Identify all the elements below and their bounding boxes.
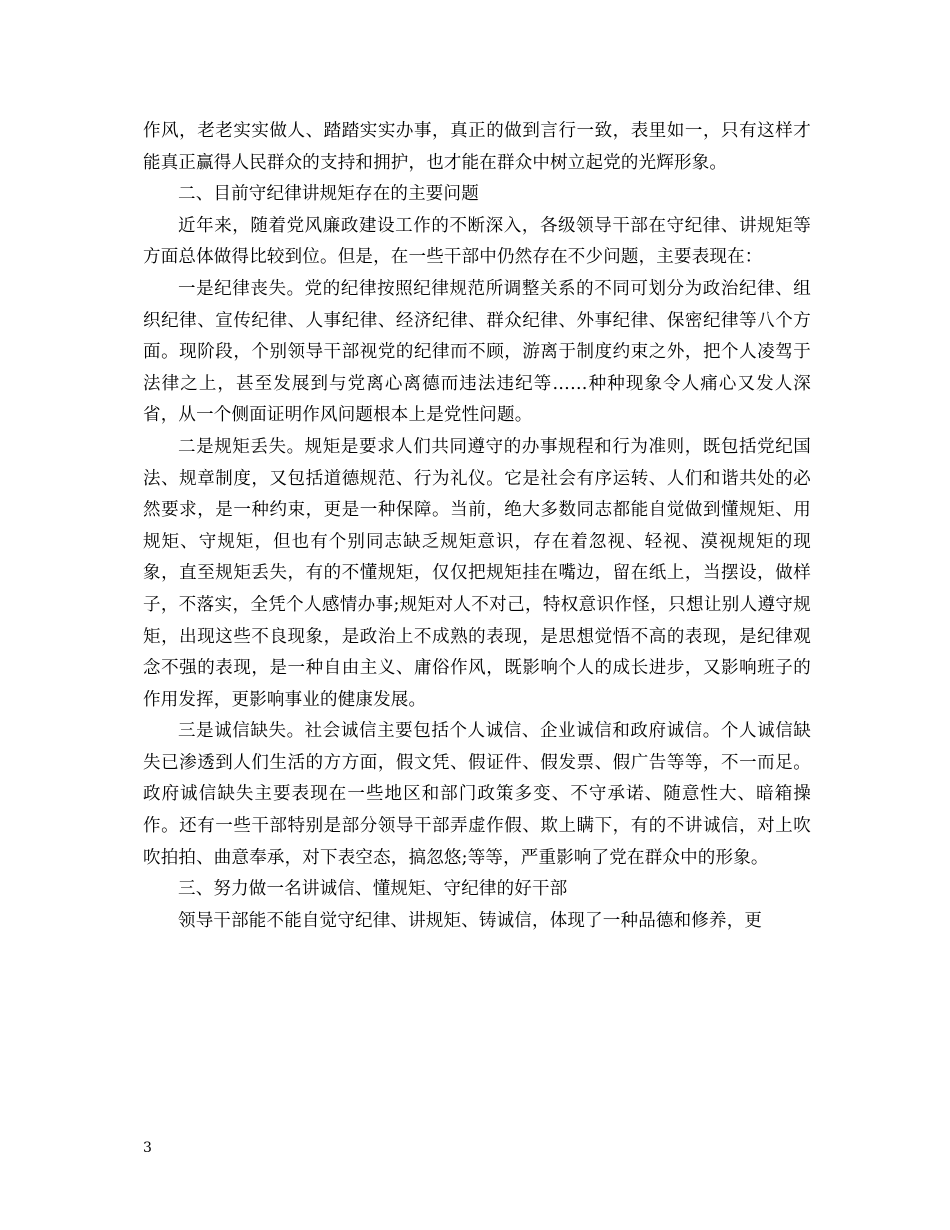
page-number: 3 [143,1140,152,1156]
paragraph-leaders: 领导干部能不能自觉守纪律、讲规矩、铸诚信，体现了一种品德和修养，更 [178,910,763,931]
paragraph-discipline-loss: 一是纪律丧失。党的纪律按照纪律规范所调整关系的不同可划分为政治纪律、组织纪律、宣传纪律、人事纪律、经济纪律、群众纪律、外事纪律、保密纪律等八个方面。现阶段，个别领导干部视党的纪律而不顾，游离于制度约束之外，把个人凌驾于法律之上，甚至发展到与党离心离德而违法违纪等……种种现象令人痛心又发人深省，从一个侧面证明作风问题根本上是党性问题。 [143,278,811,426]
paragraph-continuation: 作风，老老实实做人、踏踏实实办事，真正的做到言行一致，表里如一，只有这样才能真正赢得人民群众的支持和拥护，也才能在群众中树立起党的光辉形象。 [143,121,811,173]
section-heading-problems: 二、目前守纪律讲规矩存在的主要问题 [178,184,479,205]
paragraph-rules-loss: 二是规矩丢失。规矩是要求人们共同遵守的办事规程和行为准则，既包括党纪国法、规章制度，又包括道德规范、行为礼仪。它是社会有序运转、人们和谐共处的必然要求，是一种约束，更是一种保障。当前，绝大多数同志都能自觉做到懂规矩、用规矩、守规矩，但也有个别同志缺乏规矩意识，存在着忽视、轻视、漠视规矩的现象，直至规矩丢失，有的不懂规矩，仅仅把规矩挂在嘴边，留在纸上，当摆设，做样子，不落实，全凭个人感情办事;规矩对人不对己，特权意识作怪，只想让别人遵守规矩，出现这些不良现象，是政治上不成熟的表现，是思想觉悟不高的表现，是纪律观念不强的表现，是一种自由主义、庸俗作风，既影响个人的成长进步，又影响班子的作用发挥，更影响事业的健康发展。 [143,436,811,710]
section-heading-good-cadre: 三、努力做一名讲诚信、懂规矩、守纪律的好干部 [178,879,568,900]
paragraph-intro: 近年来，随着党风廉政建设工作的不断深入，各级领导干部在守纪律、讲规矩等方面总体做得比较到位。但是，在一些干部中仍然存在不少问题，主要表现在： [143,215,811,268]
document-body [143,116,811,937]
paragraph-integrity-loss: 三是诚信缺失。社会诚信主要包括个人诚信、企业诚信和政府诚信。个人诚信缺失已渗透到人们生活的方方面，假文凭、假证件、假发票、假广告等等，不一而足。政府诚信缺失主要表现在一些地区和部门政策多变、不守承诺、随意性大、暗箱操作。还有一些干部特别是部分领导干部弄虚作假、欺上瞒下，有的不讲诚信，对上吹吹拍拍、曲意奉承，对下表空态，搞忽悠;等等，严重影响了党在群众中的形象。 [143,721,811,868]
